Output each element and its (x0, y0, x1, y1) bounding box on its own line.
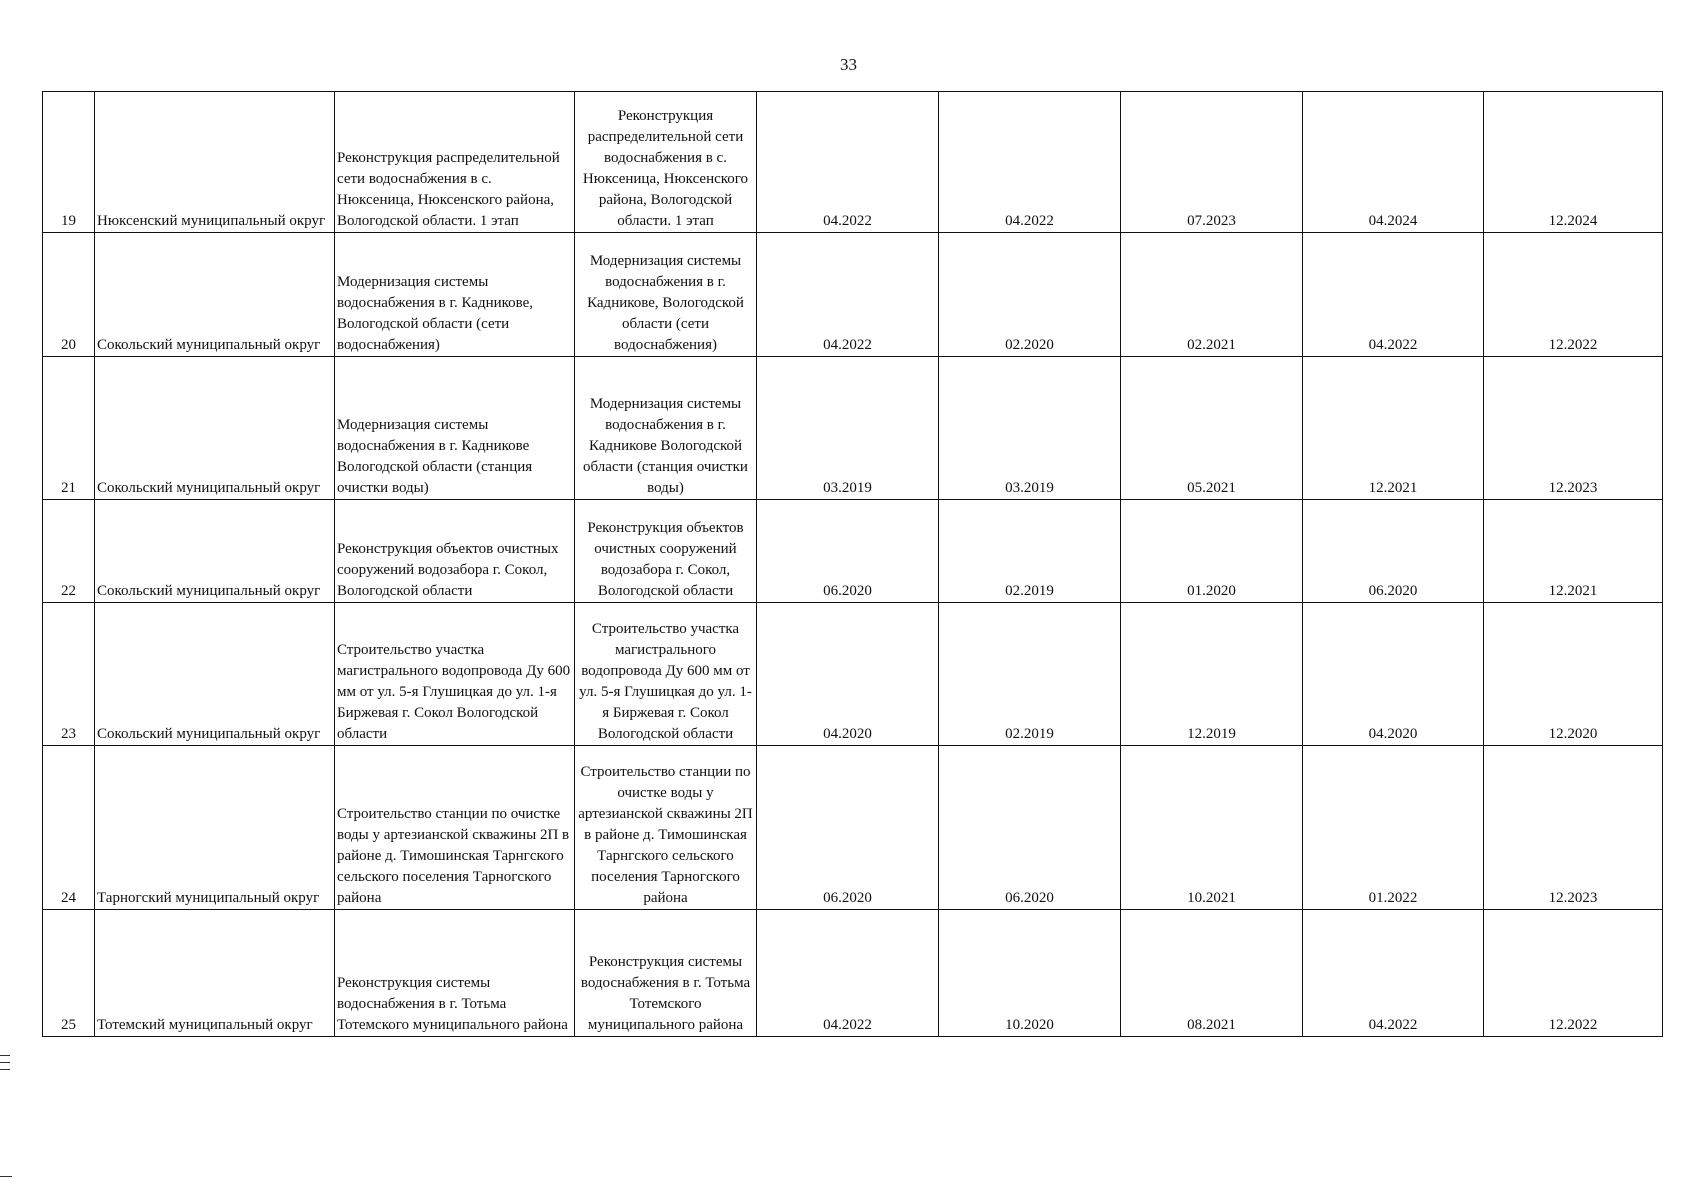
object-name-repeat-cell: Реконструкция системы водоснабжения в г. Тотьма Тотемского муниципального района (575, 910, 757, 1037)
object-name-repeat-cell: Строительство станции по очистке воды у артезианской скважины 2П в районе д. Тимошинская Тарнгского сельского поселения Тарногского района (575, 746, 757, 910)
date-cell: 04.2022 (757, 233, 939, 357)
table-row (43, 233, 1663, 357)
object-name-cell: Строительство участка магистрального водопровода Ду 600 мм от ул. 5-я Глушицкая до ул. 1-я Биржевая г. Сокол Вологодской области (335, 603, 575, 746)
municipality-cell: Сокольский муниципальный округ (95, 233, 335, 357)
date-cell: 02.2019 (939, 500, 1121, 603)
date-cell: 10.2020 (939, 910, 1121, 1037)
object-name-cell: Модернизация системы водоснабжения в г. Кадникове, Вологодской области (сети водоснабжения) (335, 233, 575, 357)
date-cell: 12.2022 (1484, 233, 1663, 357)
municipality-cell: Сокольский муниципальный округ (95, 357, 335, 500)
date-cell: 12.2021 (1484, 500, 1663, 603)
date-cell: 06.2020 (757, 500, 939, 603)
date-cell: 02.2020 (939, 233, 1121, 357)
date-cell: 04.2020 (1303, 603, 1484, 746)
object-name-repeat-cell: Реконструкция объектов очистных сооружений водозабора г. Сокол, Вологодской области (575, 500, 757, 603)
date-cell: 04.2022 (1303, 233, 1484, 357)
date-cell: 04.2022 (939, 92, 1121, 233)
table-row (43, 746, 1663, 910)
date-cell: 04.2024 (1303, 92, 1484, 233)
schedule-table (42, 91, 1663, 1037)
date-cell: 06.2020 (939, 746, 1121, 910)
object-name-cell: Реконструкция распределительной сети водоснабжения в с. Нюксеница, Нюксенского района, Вологодской области. 1 этап (335, 92, 575, 233)
row-number: 25 (43, 910, 95, 1037)
row-number: 21 (43, 357, 95, 500)
date-cell: 05.2021 (1121, 357, 1303, 500)
date-cell: 04.2022 (1303, 910, 1484, 1037)
margin-marks (0, 1055, 12, 1076)
date-cell: 12.2023 (1484, 357, 1663, 500)
table-row (43, 357, 1663, 500)
date-cell: 06.2020 (1303, 500, 1484, 603)
date-cell: 03.2019 (939, 357, 1121, 500)
date-cell: 12.2021 (1303, 357, 1484, 500)
table-row (43, 603, 1663, 746)
date-cell: 12.2024 (1484, 92, 1663, 233)
object-name-repeat-cell: Строительство участка магистрального водопровода Ду 600 мм от ул. 5-я Глушицкая до ул. 1-я Биржевая г. Сокол Вологодской области (575, 603, 757, 746)
table-row (43, 92, 1663, 233)
date-cell: 10.2021 (1121, 746, 1303, 910)
municipality-cell: Сокольский муниципальный округ (95, 603, 335, 746)
table-body (43, 92, 1663, 1037)
date-cell: 03.2019 (757, 357, 939, 500)
date-cell: 12.2022 (1484, 910, 1663, 1037)
object-name-cell: Реконструкция объектов очистных сооружений водозабора г. Сокол, Вологодской области (335, 500, 575, 603)
object-name-repeat-cell: Модернизация системы водоснабжения в г. Кадникове Вологодской области (станция очистки воды) (575, 357, 757, 500)
table-row (43, 910, 1663, 1037)
row-number: 19 (43, 92, 95, 233)
object-name-repeat-cell: Реконструкция распределительной сети водоснабжения в с. Нюксеница, Нюксенского района, Вологодской области. 1 этап (575, 92, 757, 233)
date-cell: 06.2020 (757, 746, 939, 910)
margin-mark (0, 1176, 12, 1177)
date-cell: 07.2023 (1121, 92, 1303, 233)
date-cell: 04.2022 (757, 92, 939, 233)
date-cell: 12.2023 (1484, 746, 1663, 910)
object-name-cell: Строительство станции по очистке воды у артезианской скважины 2П в районе д. Тимошинская Тарнгского сельского поселения Тарногского района (335, 746, 575, 910)
row-number: 22 (43, 500, 95, 603)
date-cell: 02.2019 (939, 603, 1121, 746)
date-cell: 04.2022 (757, 910, 939, 1037)
date-cell: 01.2020 (1121, 500, 1303, 603)
municipality-cell: Тарногский муниципальный округ (95, 746, 335, 910)
object-name-cell: Реконструкция системы водоснабжения в г. Тотьма Тотемского муниципального района (335, 910, 575, 1037)
date-cell: 01.2022 (1303, 746, 1484, 910)
date-cell: 04.2020 (757, 603, 939, 746)
municipality-cell: Сокольский муниципальный округ (95, 500, 335, 603)
row-number: 24 (43, 746, 95, 910)
date-cell: 12.2019 (1121, 603, 1303, 746)
row-number: 23 (43, 603, 95, 746)
object-name-repeat-cell: Модернизация системы водоснабжения в г. Кадникове, Вологодской области (сети водоснабжения) (575, 233, 757, 357)
municipality-cell: Нюксенский муниципальный округ (95, 92, 335, 233)
municipality-cell: Тотемский муниципальный округ (95, 910, 335, 1037)
row-number: 20 (43, 233, 95, 357)
date-cell: 02.2021 (1121, 233, 1303, 357)
date-cell: 08.2021 (1121, 910, 1303, 1037)
date-cell: 12.2020 (1484, 603, 1663, 746)
table-row (43, 500, 1663, 603)
object-name-cell: Модернизация системы водоснабжения в г. Кадникове Вологодской области (станция очистки воды) (335, 357, 575, 500)
page-number: 33 (840, 55, 857, 74)
